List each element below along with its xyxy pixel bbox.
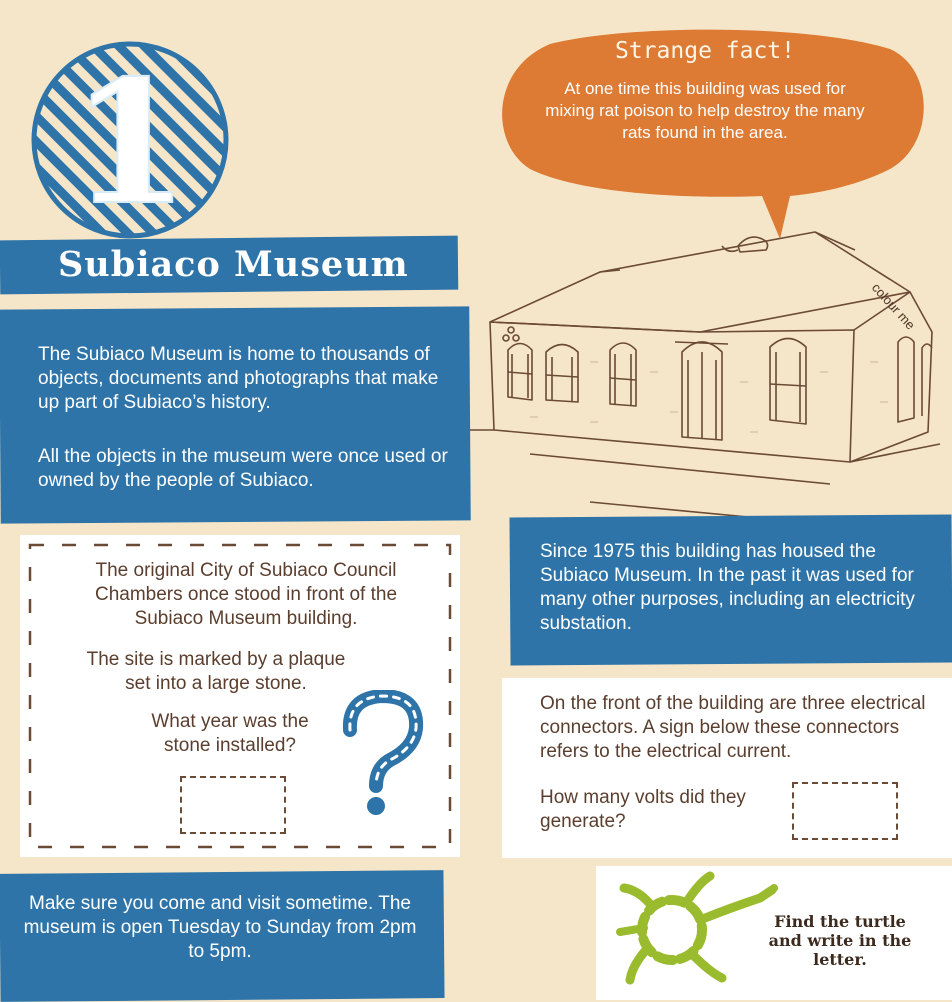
bubble-text: At one time this building was used for mixing rat poison to help destroy the many rats found in the area. bbox=[545, 79, 865, 142]
opening-hours-text: Make sure you come and visit sometime. The museum is open Tuesday to Sunday from 2pm to 5pm. bbox=[23, 893, 417, 962]
colour-me-caption: colour me bbox=[868, 280, 919, 333]
plaque-text: The site is marked by a plaque set into a large stone. bbox=[86, 649, 346, 694]
volts-question: How many volts did they generate? bbox=[540, 787, 746, 832]
council-chambers-text: The original City of Subiaco Council Chambers once stood in front of the Subiaco Museum building. bbox=[94, 560, 398, 629]
intro-paragraph-2: All the objects in the museum were once used or owned by the people of Subiaco. bbox=[38, 446, 448, 491]
since-1975-text: Since 1975 this building has housed the Subiaco Museum. In the past it was used for many other purposes, including an electricity substation. bbox=[540, 541, 915, 634]
badge-number: 1 bbox=[70, 43, 190, 240]
museum-building-sketch bbox=[470, 222, 952, 522]
find-turtle-text: Find the turtle and write in the letter. bbox=[768, 912, 912, 969]
question-mark-icon bbox=[330, 690, 430, 820]
page-title: Subiaco Museum bbox=[58, 244, 409, 285]
connectors-text: On the front of the building are three electrical connectors. A sign below these connectors refers to the electrical current. bbox=[540, 693, 926, 762]
stone-year-answer-box[interactable] bbox=[180, 776, 286, 834]
intro-paragraph-1: The Subiaco Museum is home to thousands of objects, documents and photographs that make up part of Subiaco’s history. bbox=[38, 344, 439, 413]
stone-year-question: What year was the stone installed? bbox=[151, 711, 309, 756]
number-one-badge bbox=[30, 40, 230, 240]
turtle-icon bbox=[610, 868, 780, 994]
bubble-title: Strange fact! bbox=[614, 38, 795, 64]
volts-answer-box[interactable] bbox=[792, 782, 898, 840]
